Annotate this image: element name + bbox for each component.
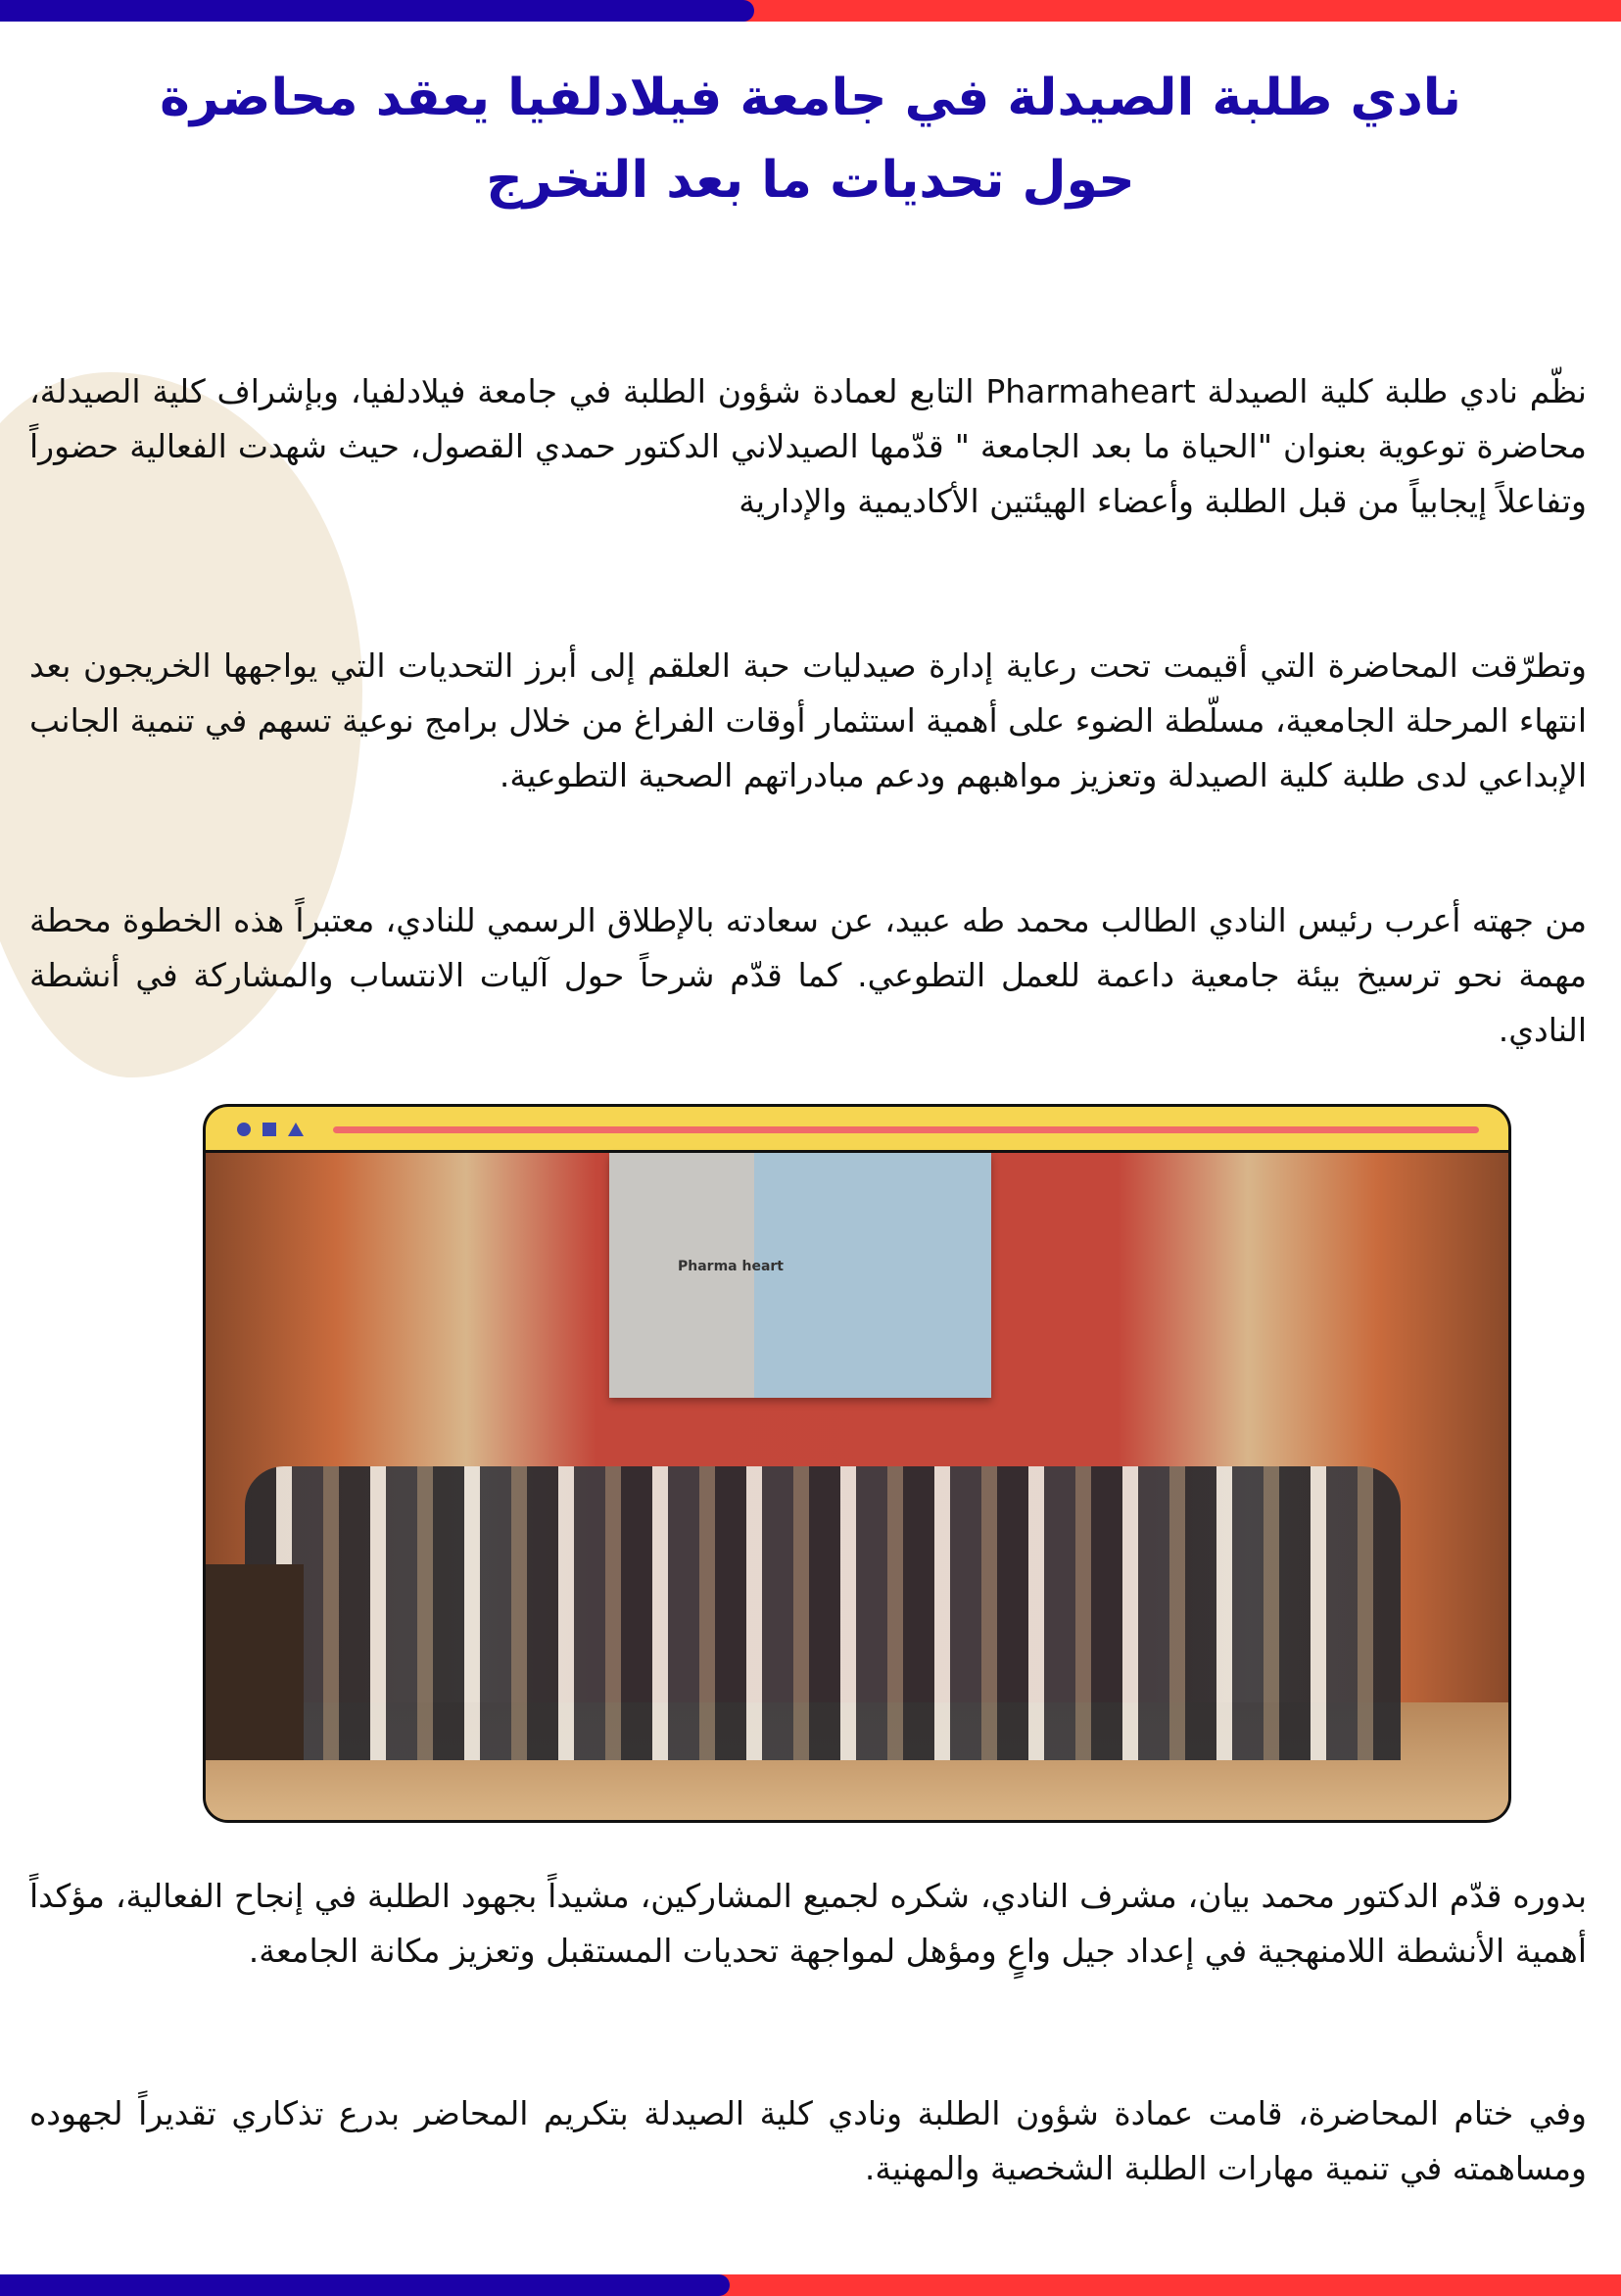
- article-paragraph: وتطرّقت المحاضرة التي أقيمت تحت رعاية إدارة صيدليات حبة العلقم إلى أبرز التحديات التي يواجهها الخريجون بعد انتهاء المرحلة الجامعية، مسلّطة الضوء على أهمية استثمار أوقات الفراغ من خلال برامج نوعية تسهم في تنمية الجانب الإبداعي لدى طلبة كلية الصيدلة وتعزيز مواهبهم ودعم مبادراتهم الصحية التطوعية.: [29, 646, 1587, 794]
- photo-frame: [203, 1104, 1511, 1823]
- article-paragraph: وفي ختام المحاضرة، قامت عمادة شؤون الطلبة ونادي كلية الصيدلة بتكريم المحاضر بدرع تذكاري تقديراً لجهوده ومساهمته في تنمية مهارات الطلبة الشخصية والمهنية.: [29, 2094, 1587, 2187]
- screen-text: Pharma heart: [678, 1259, 784, 1274]
- article-paragraph: بدوره قدّم الدكتور محمد بيان، مشرف النادي، شكره لجميع المشاركين، مشيداً بجهود الطلبة في إنجاح الفعالية، مؤكداً أهمية الأنشطة اللامنهجية في إعداد جيل واعٍ ومؤهل لمواجهة تحديات المستقبل وتعزيز مكانة الجامعة.: [29, 1877, 1587, 1970]
- address-bar: [333, 1126, 1479, 1133]
- group-photo: [206, 1153, 1508, 1820]
- circle-icon: [237, 1123, 251, 1136]
- group-of-people: [245, 1466, 1401, 1760]
- top-decorative-bar: [0, 0, 1621, 22]
- bottom-decorative-bar: [0, 2274, 1621, 2296]
- page-title: نادي طلبة الصيدلة في جامعة فيلادلفيا يعقد محاضرة حول تحديات ما بعد التخرج: [160, 69, 1461, 210]
- article-paragraph: نظّم نادي طلبة كلية الصيدلة Pharmaheart التابع لعمادة شؤون الطلبة في جامعة فيلادلفيا، وبإشراف كلية الصيدلة، محاضرة توعوية بعنوان "الحياة ما بعد الجامعة " قدّمها الصيدلاني الدكتور حمدي القصول، حيث شهدت الفعالية حضوراً وتفاعلاً إيجابياً من قبل الطلبة وأعضاء الهيئتين الأكاديمية والإدارية: [29, 372, 1587, 520]
- frame-header: [206, 1107, 1508, 1153]
- projector-screen: [609, 1153, 991, 1398]
- triangle-icon: [288, 1123, 304, 1136]
- podium: [206, 1564, 304, 1760]
- article-paragraph: من جهته أعرب رئيس النادي الطالب محمد طه عبيد، عن سعادته بالإطلاق الرسمي للنادي، معتبراً هذه الخطوة محطة مهمة نحو ترسيخ بيئة جامعية داعمة للعمل التطوعي. كما قدّم شرحاً حول آليات الانتساب والمشاركة في أنشطة النادي.: [29, 901, 1587, 1049]
- square-icon: [262, 1123, 276, 1136]
